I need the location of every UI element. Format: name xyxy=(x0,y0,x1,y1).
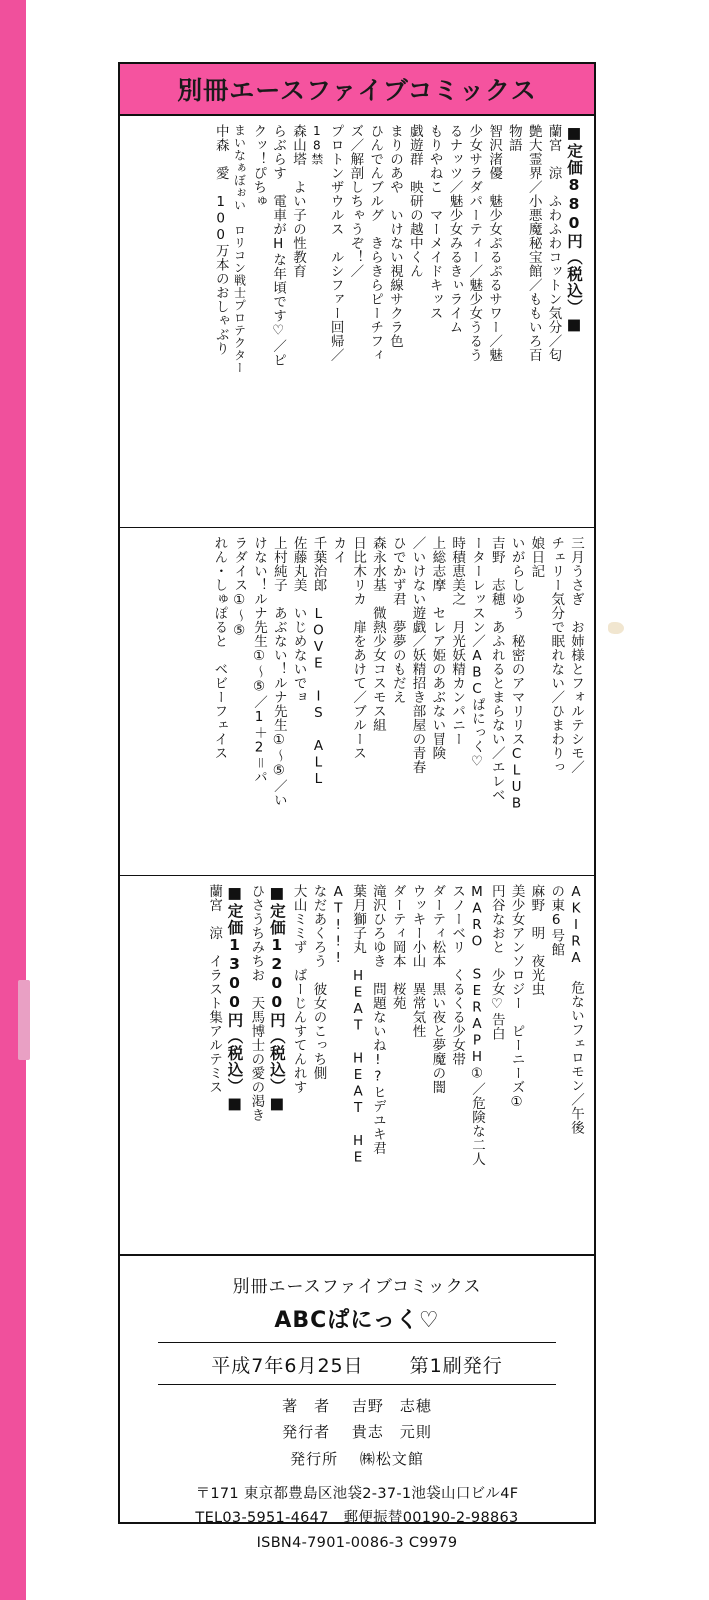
catalog-line: 時積恵美之 月光妖精カンパニー xyxy=(449,536,466,746)
catalog-line: ウッキー小山 異常気性 xyxy=(409,884,426,1038)
catalog-frame xyxy=(118,62,596,1552)
address-line: TEL03-5951-4647 郵便振替00190-2-98863 xyxy=(195,1510,519,1527)
catalog-block-3 xyxy=(120,876,594,1254)
catalog-line: 18禁 xyxy=(309,124,324,166)
catalog-line: カイ xyxy=(330,536,347,564)
catalog-line: ■定価1300円（税込）■ xyxy=(225,884,244,1114)
catalog-line: 日比木リカ 扉をあけて／ブルース xyxy=(350,536,367,760)
catalog-line: 智沢渚優 魅少女ぷるぷるサワー／魅 xyxy=(486,124,503,362)
colophon-title: ABCぱにっく♡ xyxy=(274,1308,440,1333)
catalog-line: 森山塔 よい子の性教育 xyxy=(289,124,306,278)
catalog-line: ひさうちみちお 天馬博士の愛の渇き xyxy=(248,884,265,1122)
catalog-line: 美少女アンソロジー ピーニーズ① xyxy=(508,884,525,1111)
catalog-line: ひんでんブルグ きらきらピーチフィ xyxy=(367,124,384,362)
catalog-line: 上総志摩 セレア姫のあぶない冒険 xyxy=(429,536,446,760)
catalog-line: ■定価1200円（税込）■ xyxy=(267,884,286,1114)
series-banner xyxy=(120,64,594,116)
catalog-line: 佐藤丸美 いじめないでョ xyxy=(290,536,307,704)
catalog-line: 麻野 明 夜光虫 xyxy=(528,884,545,996)
series-banner-title: 別冊エースファイブコミックス xyxy=(177,76,537,105)
catalog-line: 艶大霊界／小悪魔秘宝館／ももいろ百 xyxy=(525,124,542,362)
colophon-date: 平成7年6月25日 xyxy=(211,1355,364,1377)
catalog-line: るナッツ／魅少女みるきぃライム xyxy=(446,124,463,334)
catalog-line: 蘭宮 涼 イラスト集アルテミス xyxy=(206,884,223,1094)
credit-label: 発行者 xyxy=(282,1423,331,1442)
catalog-line: ／いけない遊戯／妖精招き部屋の青春 xyxy=(409,536,426,774)
catalog-line: 吉野 志穂 あふれるとまらない／エレベ xyxy=(488,536,505,802)
paper-smudge xyxy=(608,622,624,634)
catalog-line: チェリー気分で眠れない／ひまわりっ xyxy=(548,536,565,774)
catalog-line: クッ！ぴちゅ xyxy=(250,124,267,208)
credit-row xyxy=(134,1419,580,1445)
catalog-line: 円谷なおと 少女♡告白 xyxy=(488,884,505,1041)
address-line: 〒171 東京都豊島区池袋2-37-1池袋山口ビル4F xyxy=(195,1485,519,1502)
catalog-line: 大山ミミず ばーじんすてんれす xyxy=(290,884,307,1094)
catalog-line: なだあくろう 彼女のこっち側 xyxy=(310,884,327,1080)
catalog-line: 少女サラダパーティー／魅少女うるう xyxy=(466,124,483,362)
spine-white-gap xyxy=(26,0,36,1600)
catalog-line: 中森 愛 100万本のおしゃぶり xyxy=(212,124,229,356)
colophon-divider-bottom xyxy=(158,1384,556,1385)
catalog-line: ■定価880円（税込）■ xyxy=(565,124,583,335)
isbn-line: ISBN4-7901-0086-3 C9979 xyxy=(256,1535,458,1552)
colophon-printing: 第1刷発行 xyxy=(409,1355,503,1377)
colophon-address xyxy=(134,1482,580,1556)
catalog-line: AKIRA 危ないフェロモン／午後 xyxy=(568,884,584,1135)
catalog-line: ひでかず君 夢夢のもだえ xyxy=(389,536,406,704)
catalog-line: ダーティ岡本 桜苑 xyxy=(389,884,406,1010)
colophon-divider-top xyxy=(158,1342,556,1343)
catalog-line: ズ／解剖しちゃうぞ！／ xyxy=(347,124,364,278)
catalog-line: いがらしゆう 秘密のアマリリスCLUB xyxy=(508,536,525,812)
catalog-line: MARO SERAPH①／危険な二人 xyxy=(468,884,485,1166)
catalog-line: AT!!! xyxy=(330,884,347,967)
catalog-line: 三月うさぎ お姉様とフォルテシモ／ xyxy=(568,536,584,774)
credit-value: ㈱松文館 xyxy=(359,1449,424,1468)
credit-value: 吉野 志穂 xyxy=(351,1397,432,1415)
catalog-line: 戯遊群 映研の越中くん xyxy=(406,124,423,278)
spine-pink-band xyxy=(0,0,26,1600)
catalog-line: の東6号館 xyxy=(548,884,565,957)
catalog-block-2 xyxy=(120,528,594,876)
colophon xyxy=(120,1254,594,1552)
catalog-block-1 xyxy=(120,116,594,528)
credit-label: 発行所 xyxy=(290,1449,339,1468)
catalog-line: 葉月獅子丸 HEAT HEAT HE xyxy=(350,884,367,1166)
catalog-line: プロトンザウルス ルシファー回帰／ xyxy=(327,124,344,362)
catalog-line: 森永水基 微熱少女コスモス組 xyxy=(369,536,386,732)
catalog-line: まりのあや いけない視線サクラ色 xyxy=(387,124,404,348)
catalog-line: 蘭宮 涼 ふわふわコットン気分／匂 xyxy=(545,124,562,362)
catalog-line: けない！ルナ先生①〜⑤／1＋2＝パ xyxy=(251,536,267,784)
catalog-line: ダーティ松本 黒い夜と夢魔の闇 xyxy=(429,884,446,1094)
credit-value: 貴志 元則 xyxy=(351,1423,432,1442)
colophon-credits xyxy=(134,1393,580,1472)
catalog-line: まいなぁぼぉい ロリコン戦士プロテクター xyxy=(232,124,247,374)
catalog-line: 上村純子 あぶない！ルナ先生①〜⑤／い xyxy=(270,536,287,807)
catalog-line: ーターレッスン／ABCぱにっく♡ xyxy=(468,536,485,770)
credit-row xyxy=(134,1446,580,1472)
spine-edge-mark xyxy=(18,980,30,1060)
credit-label: 著 者 xyxy=(282,1397,331,1415)
catalog-line: 物語 xyxy=(505,124,522,152)
catalog-line: 娘日記 xyxy=(528,536,545,578)
colophon-date-row xyxy=(134,1351,580,1378)
credit-row xyxy=(134,1393,580,1419)
catalog-line: れん・しゅぽると ベビーフェイス xyxy=(211,536,228,760)
catalog-line: 千葉治郎 LOVE IS ALL xyxy=(310,536,327,788)
catalog-line: もりやねこ マーメイドキッス xyxy=(426,124,443,320)
catalog-line: ラダイス①〜⑤ xyxy=(231,536,248,639)
catalog-line: スノーベリ くるくる少女帯 xyxy=(449,884,466,1066)
catalog-line: 滝沢ひろゆき 問題ないね!?ヒデユキ君 xyxy=(369,884,386,1155)
colophon-series: 別冊エースファイブコミックス xyxy=(232,1277,482,1297)
catalog-line: らぶらす 電車がHな年頃です♡／ピ xyxy=(270,124,287,367)
